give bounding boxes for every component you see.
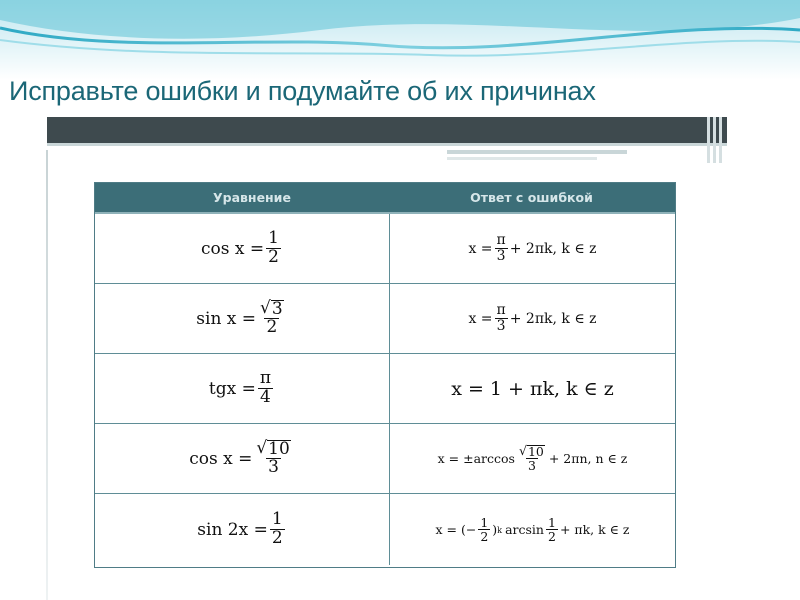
answer-cell (390, 354, 675, 423)
answer-cell (390, 214, 675, 283)
table-row (95, 494, 675, 565)
radicand: 10 (527, 443, 544, 459)
answer-cell (390, 494, 675, 565)
denominator: 2 (480, 529, 489, 544)
answer-prefix: x = ±arccos (437, 451, 515, 466)
denominator: 3 (268, 457, 279, 478)
table-row (95, 284, 675, 354)
equation-cell (95, 214, 390, 283)
equation-lhs: cos x = (201, 238, 265, 259)
table-row (95, 354, 675, 424)
numerator: π (259, 368, 272, 389)
sqrt-icon: √ (260, 298, 271, 319)
sqrt-icon: √ (518, 442, 527, 458)
header-equation: Уравнение (213, 190, 291, 205)
numerator: 1 (268, 228, 279, 249)
radicand: 3 (271, 299, 283, 320)
denominator: 3 (496, 248, 506, 264)
numerator: 1 (547, 514, 556, 530)
answer-prefix: x = (− (435, 522, 477, 537)
answer-text: x = 1 + πk, k ∈ z (451, 377, 614, 400)
denominator: 4 (260, 387, 271, 407)
exponent: k (497, 524, 503, 535)
answer-suffix: + πk, k ∈ z (559, 522, 630, 537)
answer-suffix: + 2πn, n ∈ z (548, 451, 628, 466)
answer-function: arcsin (505, 522, 544, 537)
equation-cell (95, 424, 390, 493)
fraction (270, 511, 285, 548)
sqrt-icon: √ (256, 438, 268, 459)
closing-paren: ) (492, 522, 498, 537)
equation-cell (95, 494, 390, 565)
denominator: 2 (271, 528, 283, 548)
numerator: 1 (271, 509, 283, 530)
table-row (95, 424, 675, 494)
title-underline-banner (47, 117, 727, 165)
header-wave-decoration (0, 0, 800, 80)
fraction (266, 230, 281, 267)
answer-prefix: x = (468, 240, 493, 257)
denominator: 2 (547, 529, 556, 544)
fraction (254, 440, 292, 477)
numerator: 1 (480, 514, 489, 530)
answer-suffix: + 2πk, k ∈ z (509, 310, 597, 327)
equation-lhs: sin 2x = (197, 519, 268, 540)
denominator: 2 (266, 317, 278, 338)
answer-suffix: + 2πk, k ∈ z (509, 240, 597, 257)
numerator: π (496, 302, 506, 319)
equations-table (94, 182, 676, 568)
answer-cell (390, 284, 675, 353)
denominator: 2 (268, 247, 279, 267)
numerator: π (496, 232, 506, 249)
equation-lhs: sin x = (196, 308, 257, 329)
equation-lhs: cos x = (189, 448, 253, 469)
fraction (258, 300, 286, 337)
equation-lhs: tgx = (208, 378, 256, 399)
equation-cell (95, 354, 390, 423)
left-accent-line (46, 150, 48, 600)
table-row (95, 214, 675, 284)
denominator: 3 (527, 458, 536, 474)
answer-prefix: x = (468, 310, 493, 327)
radicand: 10 (268, 439, 290, 460)
table-header (95, 183, 675, 214)
header-wrong-answer: Ответ с ошибкой (470, 190, 593, 205)
fraction (258, 370, 273, 407)
slide-title: Исправьте ошибки и подумайте об их причинах (9, 76, 596, 106)
equation-cell (95, 284, 390, 353)
answer-cell (390, 424, 675, 493)
denominator: 3 (496, 318, 506, 334)
